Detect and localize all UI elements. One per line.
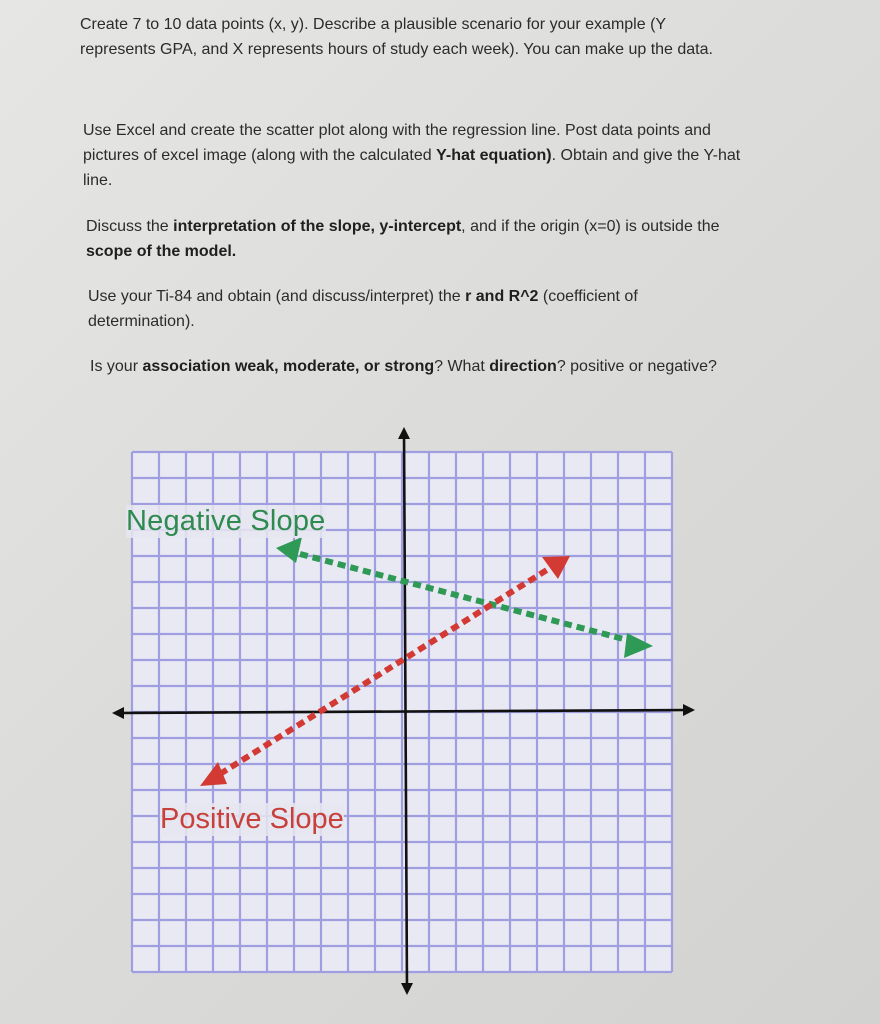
instruction-paragraph-3: [86, 214, 746, 264]
paragraph-text-segment: direction: [489, 358, 557, 375]
positive-slope-label: Positive Slope: [160, 803, 344, 835]
instruction-paragraph-5: [90, 354, 750, 379]
x-axis-left-arrow: [112, 707, 124, 719]
paragraph-text-segment: Discuss the: [86, 218, 174, 235]
paragraph-text-segment: ? positive or negative?: [556, 358, 717, 375]
paragraph-text-segment: Use Excel and create the scatter plot along with the regression line. Post data points and pictures of excel image (along with the calculated: [83, 122, 711, 164]
paragraph-text-segment: association weak, moderate, or strong: [142, 358, 435, 375]
x-axis-right-arrow: [683, 704, 695, 716]
paragraph-text-segment: ? What: [434, 358, 490, 375]
paragraph-text-segment: Create 7 to 10 data points (x, y). Describe a plausible scenario for your example (Y represents GPA, and X represents hours of study each week). You can make up the data.: [80, 16, 713, 58]
paragraph-text-segment: . Obtain and give the Y-hat line.: [83, 147, 741, 189]
paragraph-text-segment: Use your Ti-84 and obtain (and discuss/interpret) the: [88, 288, 466, 305]
paragraph-text-segment: interpretation of the slope, y-intercept: [173, 218, 462, 235]
paragraph-text-segment: r and R^2: [465, 288, 539, 305]
y-axis-top-arrow: [398, 427, 410, 439]
instruction-paragraph-2: [83, 118, 743, 193]
paragraph-text-segment: , and if the origin (x=0) is outside the: [461, 218, 720, 235]
instruction-paragraph-1: [80, 12, 740, 62]
paragraph-text-segment: Is your: [90, 358, 143, 375]
y-axis-bottom-arrow: [401, 983, 413, 995]
negative-slope-label: Negative Slope: [126, 505, 326, 537]
paragraph-text-segment: Y-hat equation): [436, 147, 552, 164]
paragraph-text-segment: scope of the model.: [86, 243, 237, 260]
instruction-paragraph-4: [88, 284, 748, 334]
paragraph-text-segment: (coefficient of determination).: [88, 288, 638, 330]
